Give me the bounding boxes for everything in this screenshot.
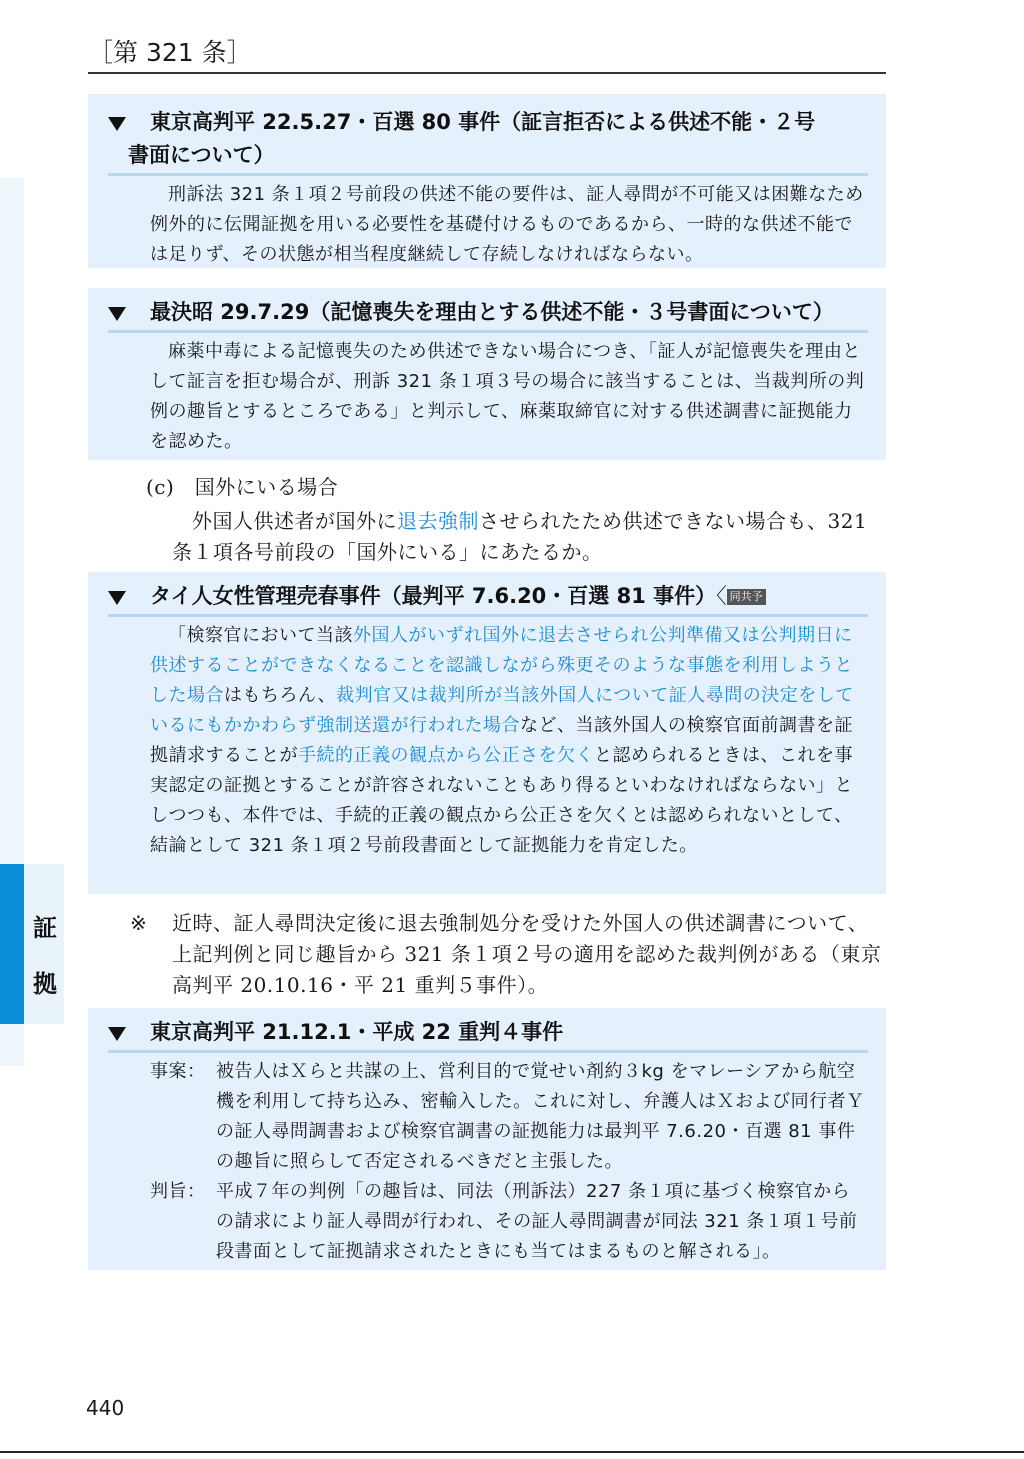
case-box-4 — [88, 1008, 886, 1270]
facts-row — [150, 1057, 868, 1177]
case-title-text: 東京高判平 21.12.1・平成 22 重判４事件 — [150, 1020, 564, 1044]
case-title — [108, 106, 868, 176]
body-highlight: 手続的正義の観点から公正さを欠く — [298, 745, 594, 766]
body-text: はもちろん、 — [224, 685, 337, 706]
scope-badge: 同共予 — [727, 589, 766, 605]
section-paragraph — [172, 506, 886, 568]
case-title-text: タイ人女性管理売春事件（最判平 7.6.20・百選 81 事件） — [150, 584, 717, 608]
holding-text: 平成７年の判例「の趣旨は、同法（刑訴法）227 条１項に基づく検察官からの請求により証人尋問が行われ、その証人尋問調書が同法 321 条１項１号前段書面として証拠請求されたときにも当てはまるものと解される」。 — [216, 1181, 858, 1262]
case-title-line-1: 東京高判平 22.5.27・百選 80 事件（証言拒否による供述不能・２号 — [150, 110, 816, 134]
case-title-text: 最決昭 29.7.29（記憶喪失を理由とする供述不能・３号書面について） — [150, 300, 834, 324]
side-tab-label: 証拠 — [33, 914, 57, 998]
facts-text: 被告人はＸらと共謀の上、営利目的で覚せい剤約３kg をマレーシアから航空機を利用して持ち込み、密輸入した。これに対し、弁護人はＸおよび同行者Ｙの証人尋問調書および検察官調書の証拠能力は最判平 7.6.20・百選 81 事件の趣旨に照らして否定されるべきだと主張した。 — [216, 1061, 865, 1172]
section-keyword: 退去強制 — [397, 509, 479, 533]
body-highlight: 裁判官又は裁判所が当該外国人について証人尋問の決定をしているにもかかわらず強制送還が行われた場合 — [150, 685, 854, 736]
holding-row — [150, 1177, 868, 1267]
case-body: 刑訴法 321 条１項２号前段の供述不能の要件は、証人尋問が不可能又は困難なため例外的に伝聞証拠を用いる必要性を基礎付けるものであるから、一時的な供述不能では足りず、その状態が相当程度継続して存続しなければならない。 — [150, 184, 864, 265]
holding-label: 判旨： — [150, 1181, 206, 1202]
section-text: させられたため供述できない場合も、321 条１項各号前段の「国外にいる」にあたるか。 — [172, 509, 868, 564]
case-body — [108, 1057, 868, 1267]
case-body: 麻薬中毒による記憶喪失のため供述できない場合につき、「証人が記憶喪失を理由として証言を拒む場合が、刑訴 321 条１項３号の場合に該当することは、当裁判所の判例の趣旨とするところである」と判示して、麻薬取締官に対する供述調書に証拠能力を認めた。 — [150, 341, 865, 452]
badge-bracket: 〈 — [716, 584, 727, 608]
triangle-bullet-icon — [108, 591, 126, 605]
case-title — [108, 580, 868, 617]
case-box-3 — [88, 572, 886, 894]
case-title-line-2: 書面について） — [128, 143, 275, 167]
case-title — [108, 1016, 868, 1053]
bottom-rule — [0, 1451, 1024, 1453]
body-text: と認められるときは、これを事実認定の証拠とすることが許容されないこともあり得るといわなければならない」としつつも、本件では、手続的正義の観点から公正さを欠くとは認められないとして、結論として 321 条１項２号前段書面として証拠能力を肯定した。 — [150, 745, 853, 856]
note-text: 近時、証人尋問決定後に退去強制処分を受けた外国人の供述調書について、上記判例と同じ趣旨から 321 条１項２号の適用を認めた裁判例がある（東京高判平 20.10.16・平 21 重判５事件）。 — [172, 911, 882, 997]
note-mark: ※ — [130, 911, 148, 935]
triangle-bullet-icon — [108, 307, 126, 321]
page-number: 440 — [86, 1396, 125, 1420]
body-text: など、当該外国人の検察官面前調書を証拠請求することが — [150, 715, 853, 766]
case-box-2 — [88, 288, 886, 460]
header-rule — [88, 72, 886, 74]
triangle-bullet-icon — [108, 1027, 126, 1041]
section-heading: (c) 国外にいる場合 — [146, 475, 339, 499]
body-text: 「検察官において当該 — [168, 625, 353, 646]
section-text: 外国人供述者が国外に — [192, 509, 397, 533]
case-body — [108, 621, 868, 861]
case-box-1 — [88, 94, 886, 268]
facts-label: 事案： — [150, 1061, 206, 1082]
body-highlight: 外国人がいずれ国外に退去させられ公判準備又は公判期日に供述することができなくなることを認識しながら殊更そのような事態を利用しようとした場合 — [150, 625, 853, 706]
article-header: ［第 321 条］ — [88, 38, 252, 67]
case-title — [108, 296, 868, 333]
side-tab-accent — [0, 864, 24, 1024]
triangle-bullet-icon — [108, 117, 126, 131]
